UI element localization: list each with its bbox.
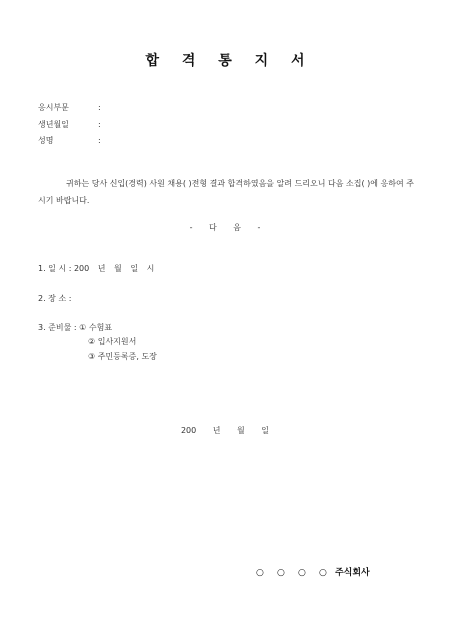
item-value: 200 년 월 일 시 xyxy=(73,264,155,273)
document-title: 합 격 통 지 서 xyxy=(145,53,314,69)
notice-heading: - 다 음 - xyxy=(189,223,261,232)
field-colon: : xyxy=(98,103,101,112)
issue-date: 200 년 월 일 xyxy=(180,426,270,435)
field-label: 생년월일 xyxy=(38,120,69,129)
field-colon: : xyxy=(98,136,101,145)
field-label: 성명 xyxy=(38,136,54,145)
field-colon: : xyxy=(98,120,101,129)
supply-application-form: ② 입사지원서 xyxy=(88,337,137,346)
item-place xyxy=(38,295,71,303)
item-supplies xyxy=(38,324,112,332)
item-label: 2. 장 소 : xyxy=(38,294,72,303)
company-name: 주식회사 xyxy=(334,568,370,578)
company-circles: ○ ○ ○ ○ xyxy=(256,568,332,578)
field-birth-date xyxy=(38,121,101,129)
field-name xyxy=(38,137,101,145)
item-value: ① 수험표 xyxy=(79,323,113,332)
supply-id-card-seal: ③ 주민등록증, 도장 xyxy=(88,352,157,361)
field-application-division xyxy=(38,104,101,112)
item-label: 1. 일 시 : xyxy=(38,264,72,273)
field-label: 응시부문 xyxy=(38,103,69,112)
item-label: 3. 준비물 : xyxy=(38,323,77,332)
company-signature xyxy=(256,569,370,578)
notice-body-text: 귀하는 당사 신입(경력) 사원 채용( )전형 결과 합격하였음을 알려 드리오니 다음 소집( )에 응하여 주시기 바랍니다. xyxy=(38,179,414,205)
item-date-time xyxy=(38,265,154,273)
